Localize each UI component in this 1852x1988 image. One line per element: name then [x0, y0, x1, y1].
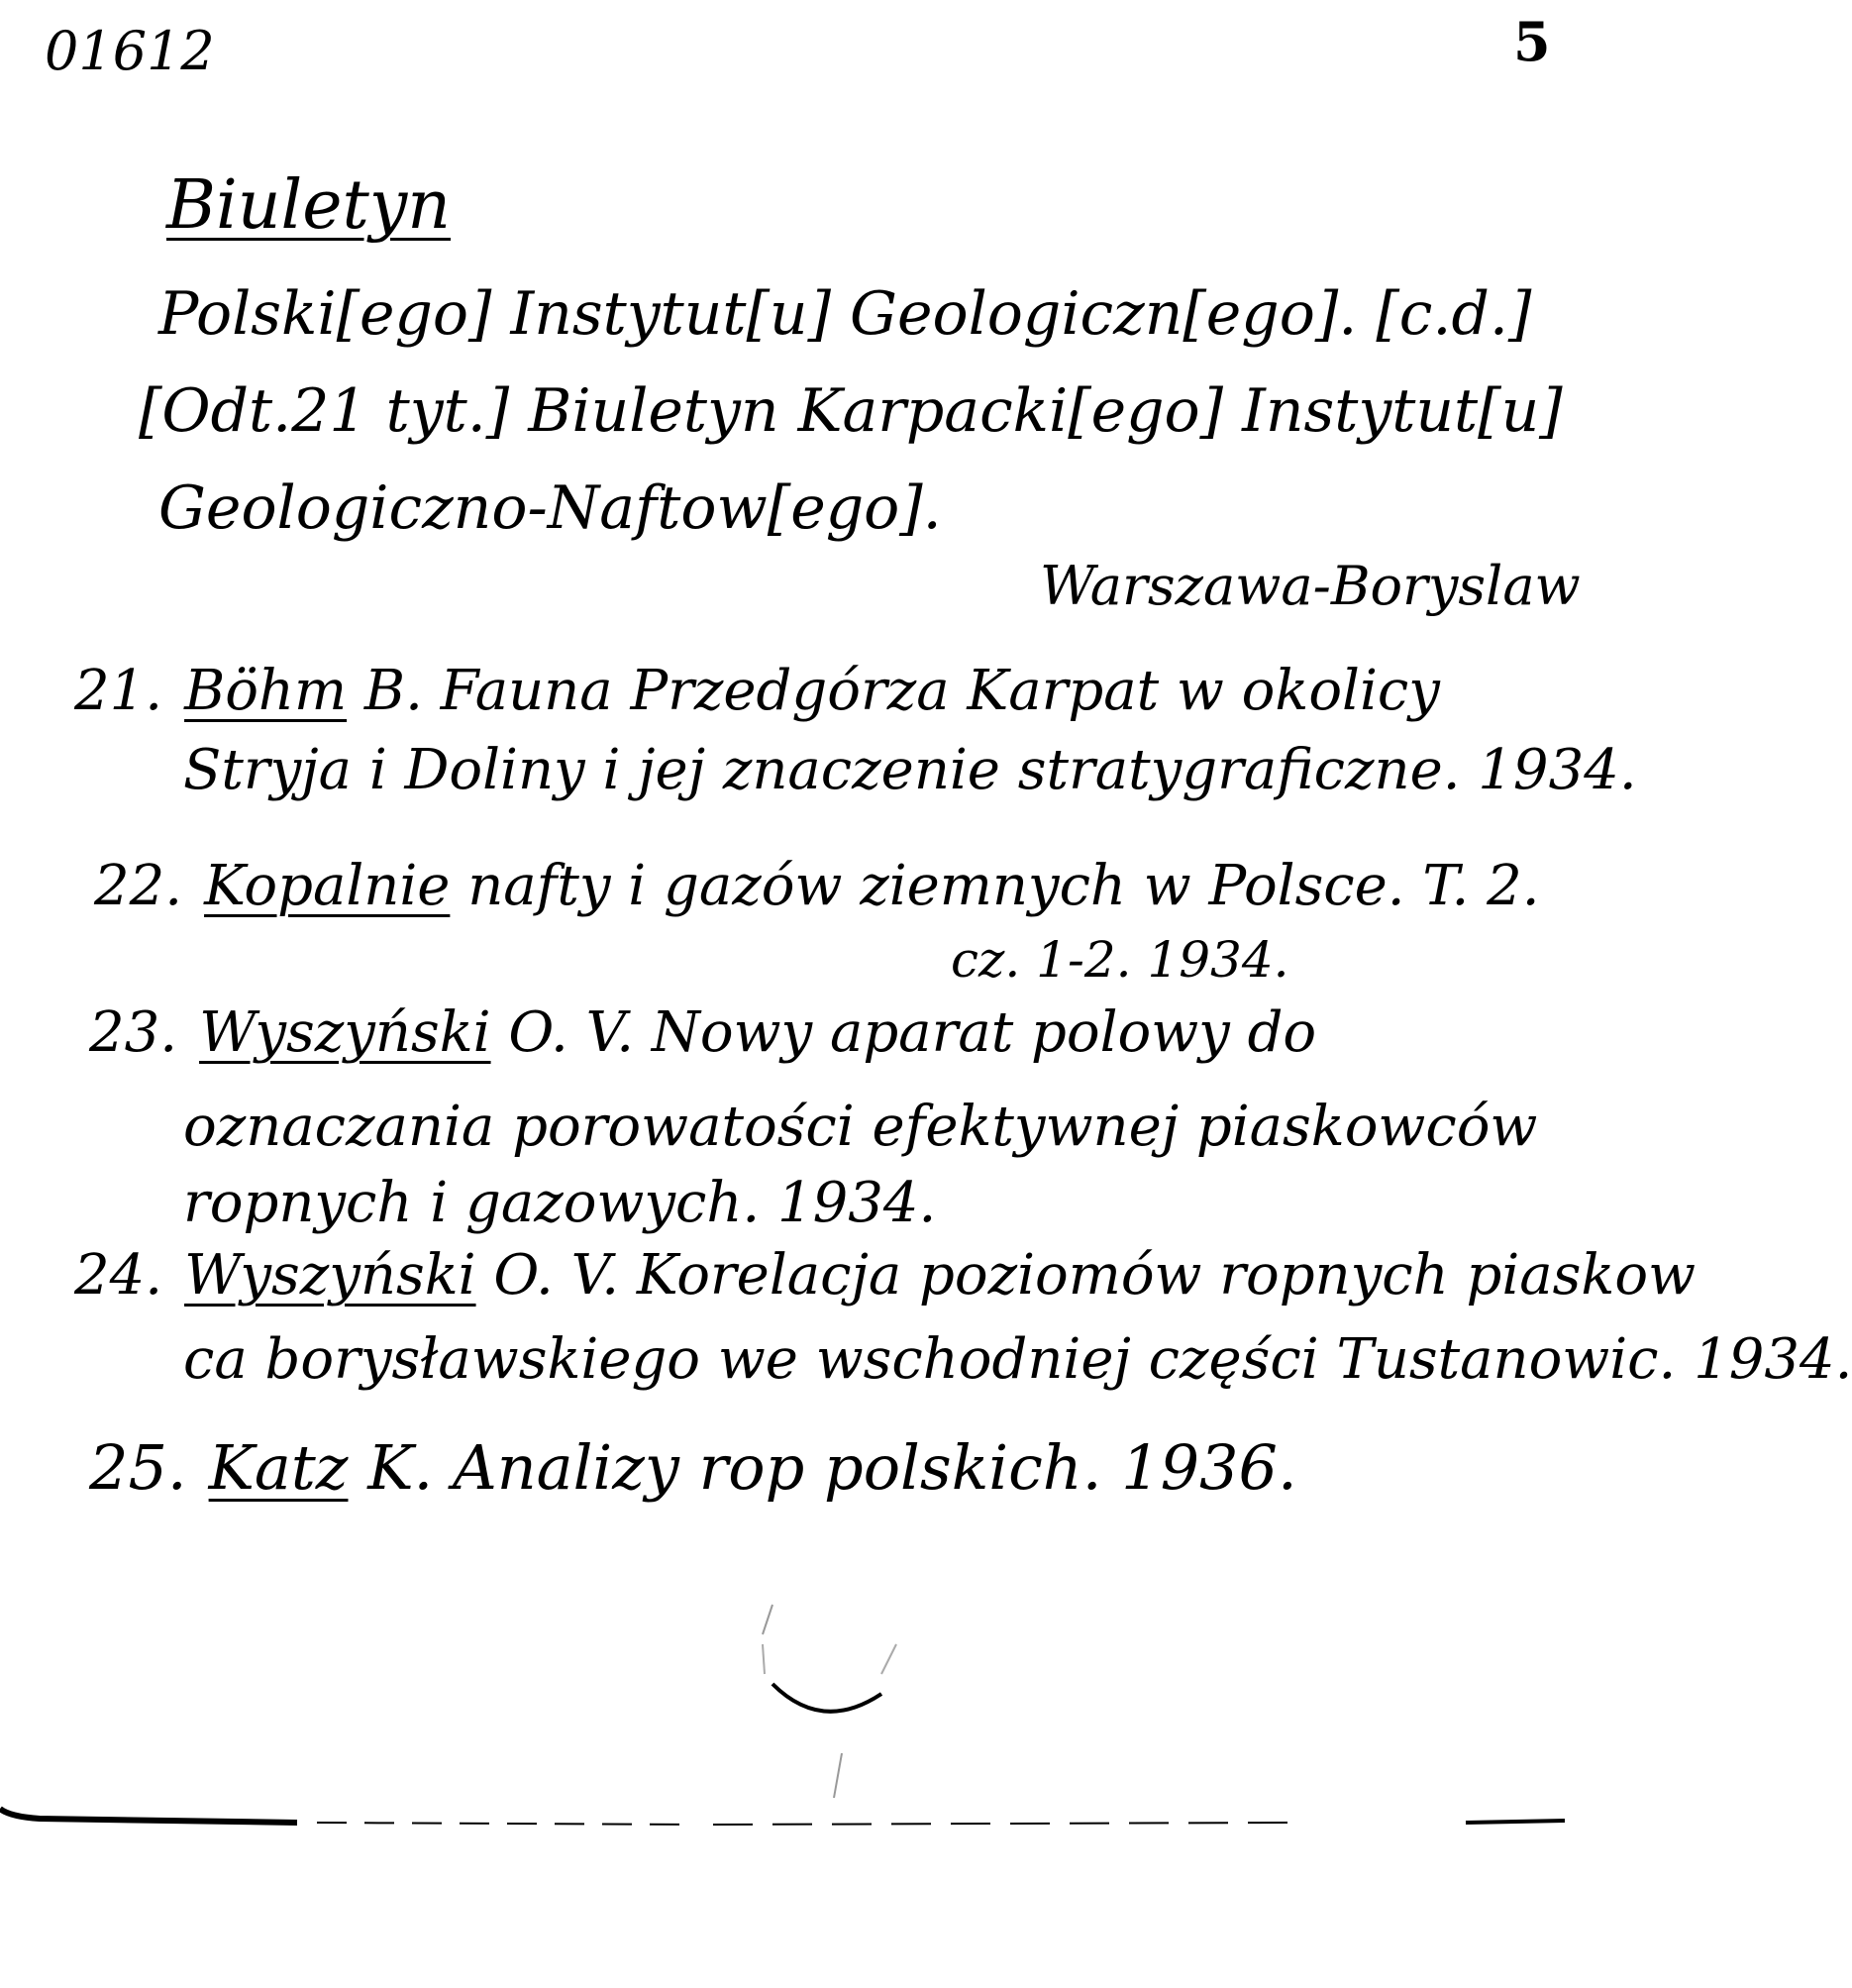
title-line-3: Geologiczno-Naftow[ego].	[158, 473, 942, 543]
entry-author: Wyszyński	[199, 1000, 491, 1065]
entry-text: O. V. Nowy aparat polowy do	[508, 1000, 1317, 1065]
entry-number: 21.	[74, 659, 163, 723]
publication-place: Warszawa-Boryslaw	[1040, 555, 1581, 617]
entry-text: B. Fauna Przedgórza Karpat w okolicy	[363, 659, 1440, 723]
title-line-1: Polski[ego] Instytut[u] Geologiczn[ego]. [c.d.]	[158, 279, 1532, 349]
entry-author: Böhm	[184, 659, 348, 723]
pencil-mark	[733, 1575, 911, 1813]
entry-number: 22.	[94, 854, 183, 918]
entry-number: 25.	[89, 1431, 187, 1504]
card-title: Biuletyn	[166, 166, 452, 245]
entry-author: Kopalnie	[204, 854, 451, 918]
entry-number: 24.	[74, 1243, 163, 1308]
entry-text: K. Analizy rop polskich. 1936.	[367, 1431, 1297, 1504]
entry-22-line-1	[94, 854, 1540, 918]
entry-21-line-1	[74, 659, 1440, 723]
entry-author: Wyszyński	[184, 1243, 476, 1308]
entry-23-line-2: oznaczania porowatości efektywnej piaskowców	[183, 1095, 1538, 1159]
entry-23-line-3: ropnych i gazowych. 1934.	[183, 1171, 937, 1235]
entry-21-line-2: Stryja i Doliny i jej znaczenie stratygraficzne. 1934.	[183, 738, 1637, 802]
entry-23-line-1	[89, 1000, 1316, 1065]
card-bottom-edge	[0, 1801, 1637, 1840]
entry-text: O. V. Korelacja poziomów ropnych piaskow	[493, 1243, 1696, 1308]
entry-22-line-2: cz. 1-2. 1934.	[951, 931, 1289, 989]
entry-24-line-2: ca borysławskiego we wschodniej części Tustanowic. 1934.	[183, 1327, 1852, 1392]
entry-24-line-1	[74, 1243, 1696, 1308]
entry-number: 23.	[89, 1000, 178, 1065]
entry-author: Katz	[208, 1431, 349, 1504]
title-line-2: [Odt.21 tyt.] Biuletyn Karpacki[ego] Instytut[u]	[139, 376, 1563, 446]
page-number: 5	[1513, 10, 1551, 73]
entry-text: nafty i gazów ziemnych w Polsce. T. 2.	[467, 854, 1540, 918]
entry-25-line-1	[89, 1431, 1297, 1504]
catalog-number: 01612	[45, 20, 215, 82]
